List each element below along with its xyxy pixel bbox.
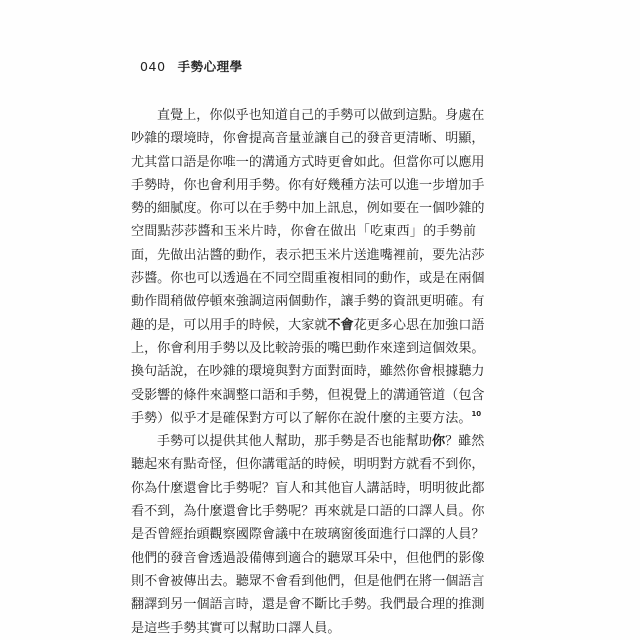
text-line: 聽起來有點奇怪，但你講電話的時候，明明對方就看不到你， xyxy=(131,457,485,473)
text-run: 花更多心思在加強口語 xyxy=(353,317,485,333)
text-run: ？雖然 xyxy=(445,434,485,450)
text-line: 看不到，為什麼還會比手勢呢？再來就是口語的口譯人員。你 xyxy=(131,504,485,520)
text-line: 手勢時，你也會利用手勢。你有好幾種方法可以進一步增加手 xyxy=(131,177,485,193)
text-line: 勢的細膩度。你可以在手勢中加上訊息，例如要在一個吵雜的 xyxy=(131,201,485,217)
text-line: 面，先做出沾醬的動作，表示把玉米片送進嘴裡前，要先沾莎 xyxy=(131,247,485,263)
paragraph-1 xyxy=(131,104,485,430)
text-run: 手勢）似乎才是確保對方可以了解你在說什麼的主要方法。 xyxy=(131,410,472,426)
text-line xyxy=(131,407,482,430)
text-line: 他們的發音會透過設備傳到適合的聽眾耳朵中，但他們的影像 xyxy=(131,550,485,566)
text-line: 動作間稍做停頓來強調這兩個動作，讓手勢的資訊更明確。有 xyxy=(131,294,485,310)
text-line: 上，你會利用手勢以及比較誇張的嘴巴動作來達到這個效果。 xyxy=(131,340,485,356)
body-text xyxy=(131,104,485,640)
text-line: 直覺上，你似乎也知道自己的手勢可以做到這點。身處在 xyxy=(157,108,485,123)
text-line xyxy=(131,430,485,453)
text-line: 受影響的條件來調整口語和手勢，但視覺上的溝通管道（包含 xyxy=(131,387,485,403)
text-line: 換句話說，在吵雜的環境與對方面對面時，雖然你會根據聽力 xyxy=(131,364,485,380)
book-title: 手勢心理學 xyxy=(177,59,243,74)
text-run: 手勢可以提供其他人幫助，那手勢是否也能幫助 xyxy=(157,434,432,450)
text-run: 趣的是，可以用手的時候，大家就 xyxy=(131,317,328,333)
text-line: 則不會被傳出去。聽眾不會看到他們，但是他們在將一個語言 xyxy=(131,573,485,589)
text-line: 你為什麼還會比手勢呢？盲人和其他盲人講話時，明明彼此都 xyxy=(131,480,485,496)
paragraph-2 xyxy=(131,430,485,640)
emphasis-text: 不會 xyxy=(327,317,354,333)
text-line: 翻譯到另一個語言時，還是會不斷比手勢。我們最合理的推測 xyxy=(131,597,485,613)
text-line: 空間點莎莎醬和玉米片時，你會在做出「吃東西」的手勢前 xyxy=(131,224,476,240)
running-header xyxy=(140,57,243,77)
page-number: 040 xyxy=(140,59,166,74)
text-line: 是這些手勢其實可以幫助口譯人員。 xyxy=(131,620,341,636)
emphasis-text: 你 xyxy=(431,434,446,450)
text-line: 莎醬。你也可以透過在不同空間重複相同的動作，或是在兩個 xyxy=(131,271,485,287)
text-line: 是否曾經抬頭觀察國際會議中在玻璃窗後面進行口譯的人員？ xyxy=(131,527,485,543)
text-line xyxy=(131,314,485,337)
footnote-marker: 10 xyxy=(471,409,482,418)
text-line: 尤其當口語是你唯一的溝通方式時更會如此。但當你可以應用 xyxy=(131,154,485,170)
text-line: 吵雜的環境時，你會提高音量並讓自己的發音更清晰、明顯， xyxy=(131,131,485,147)
